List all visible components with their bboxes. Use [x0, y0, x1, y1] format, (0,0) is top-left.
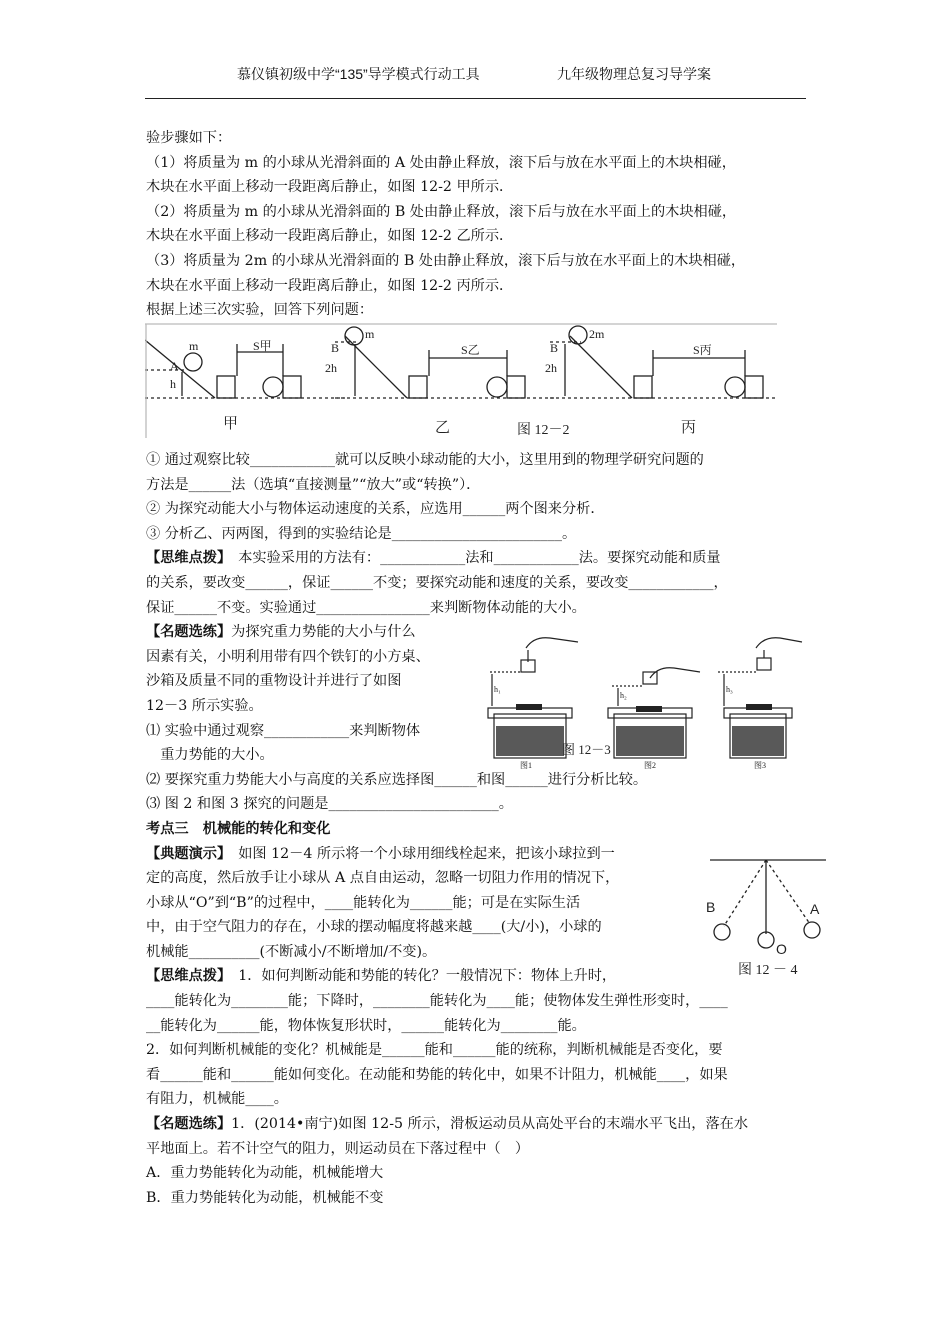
intro-line: 木块在水平面上移动一段距离后静止，如图 12-2 甲所示． — [146, 179, 514, 196]
option-b: B．重力势能转化为动能，机械能不变 — [146, 1189, 384, 1206]
header-subject: 九年级物理总复习导学案 — [557, 66, 711, 82]
thinking-label: 【思维点拨】 — [146, 550, 225, 567]
fig4-point-o: O — [776, 941, 787, 957]
intro-line: 验步骤如下： — [146, 130, 232, 146]
fig3-caption: 图 12－3 — [562, 742, 611, 757]
fig2-ball-label: m — [189, 339, 199, 353]
fig4-caption: 图 12 － 4 — [738, 963, 798, 978]
questions-block — [146, 448, 810, 1210]
figure-12-3 — [484, 626, 804, 772]
exercise-line: ⑵ 要探究重力势能大小与高度的关系应选择图______和图______进行分析比较。 — [146, 771, 648, 788]
header-school: 慕仪镇初级中学“135”导学模式行动工具 — [237, 66, 480, 82]
intro-line: 木块在水平面上移动一段距离后静止，如图 12-2 乙所示． — [146, 228, 514, 245]
exercise-line: ⑶ 图 2 和图 3 探究的问题是________________________。 — [146, 796, 513, 813]
exercise-label: 【名题选练】 — [146, 1116, 232, 1133]
fig3-height-label: h₂ — [620, 691, 627, 700]
question-line: 方法是______法（选填“直接测量”“放大”或“转换”）． — [146, 476, 481, 493]
exercise-text: 1．(2014•南宁)如图 12-5 所示，滑板运动员从高处平台的末端水平飞出，落在水 — [231, 1116, 749, 1133]
fig2-ball-label: m — [365, 327, 375, 341]
thinking-line: 看______能和______能如何变化。在动能和势能的转化中，如果不计阻力，机械能____，如果 — [146, 1066, 728, 1083]
fig2-distance-label: S甲 — [253, 339, 272, 353]
fig2-distance-label: S丙 — [693, 343, 712, 357]
fig3-panel-label: 图2 — [644, 761, 656, 770]
fig2-panel-name: 丙 — [681, 420, 697, 436]
thinking-label: 【思维点拨】 — [146, 968, 225, 985]
fig2-panel-name: 甲 — [223, 416, 239, 432]
intro-line: 根据上述三次实验，回答下列问题： — [146, 302, 374, 319]
fig2-ball-label: 2m — [589, 327, 605, 341]
demo-line: 中，由于空气阻力的存在，小球的摆动幅度将越来越____(大/小)，小球的 — [146, 919, 602, 936]
figure-12-4 — [706, 848, 830, 982]
thinking-line: 的关系，要改变______，保证______不变；要探究动能和速度的关系，要改变____________， — [146, 574, 728, 591]
fig2-height-label: 2h — [325, 361, 337, 375]
figure-12-2 — [145, 322, 777, 440]
fig3-panel-label: 图1 — [520, 761, 532, 770]
demo-label: 【典题演示】 — [146, 845, 225, 862]
thinking-line: __能转化为______能，物体恢复形状时，______能转化为________能。 — [146, 1017, 586, 1034]
thinking-line: 2．如何判断机械能的变化？机械能是______能和______能的统称，判断机械能是否变化，要 — [146, 1042, 723, 1059]
intro-line: 木块在水平面上移动一段距离后静止，如图 12-2 丙所示． — [146, 277, 514, 294]
exercise-text: 为探究重力势能的大小与什么 — [231, 624, 416, 641]
demo-line: 机械能__________(不断减小/不断增加/不变)。 — [146, 943, 437, 960]
exercise-line: 重力势能的大小。 — [146, 747, 274, 764]
exercise-line: 因素有关，小明利用带有四个铁钉的小方桌、 — [146, 648, 430, 665]
exercise-line: 12－3 所示实验。 — [146, 697, 263, 714]
fig2-point-label: A — [170, 359, 179, 373]
fig2-distance-label: S乙 — [461, 343, 480, 357]
thinking-line: 保证______不变。实验通过________________来判断物体动能的大小。 — [146, 599, 586, 616]
fig3-panel-label: 图3 — [754, 761, 766, 770]
fig2-panel-name: 乙 — [435, 420, 451, 436]
fig2-height-label: h — [170, 377, 176, 391]
exercise-line — [146, 1112, 810, 1137]
thinking-text: 本实验采用的方法有：____________法和____________法。要探究动能和质量 — [224, 550, 721, 567]
section-title: 考点三 机械能的转化和变化 — [146, 820, 331, 837]
demo-text: 如图 12－4 所示将一个小球用细线栓起来，把该小球拉到一 — [224, 845, 615, 862]
demo-line: 定的高度，然后放手让小球从 A 点自由运动，忽略一切阻力作用的情况下， — [146, 870, 620, 887]
exercise-label: 【名题选练】 — [146, 624, 232, 641]
demo-line: 小球从“O”到“B”的过程中，____能转化为______能；可是在实际生活 — [146, 894, 581, 911]
fig2-point-label: B — [550, 341, 559, 355]
exercise-line: 平地面上。若不计空气的阻力，则运动员在下落过程中（ ） — [146, 1140, 530, 1157]
fig3-height-label: h₁ — [494, 685, 501, 694]
fig4-point-a: A — [810, 901, 820, 917]
document-body — [146, 126, 810, 323]
intro-line: （3）将质量为 2m 的小球从光滑斜面的 B 处由静止释放，滚下后与放在水平面上的木块相碰， — [146, 252, 746, 269]
exercise-line: ⑴ 实验中通过观察____________来判断物体 — [146, 722, 421, 739]
header-divider — [145, 98, 806, 99]
fig3-height-label: h₃ — [726, 685, 733, 694]
intro-line: （1）将质量为 m 的小球从光滑斜面的 A 处由静止释放，滚下后与放在水平面上的木块相碰， — [146, 154, 736, 171]
question-line: ③ 分析乙、丙两图，得到的实验结论是________________________。 — [146, 525, 577, 542]
fig4-point-b: B — [706, 899, 716, 915]
option-a: A．重力势能转化为动能，机械能增大 — [146, 1165, 384, 1182]
fig2-height-label: 2h — [545, 361, 557, 375]
thinking-line — [146, 546, 810, 571]
question-line: ② 为探究动能大小与物体运动速度的关系，应选用______两个图来分析． — [146, 501, 605, 518]
fig2-point-label: B — [331, 341, 340, 355]
fig2-caption: 图 12－2 — [517, 423, 570, 438]
intro-line: （2）将质量为 m 的小球从光滑斜面的 B 处由静止释放，滚下后与放在水平面上的木块相碰， — [146, 203, 737, 220]
thinking-line: ____能转化为________能；下降时，________能转化为____能；使物体发生弹性形变时，____ — [146, 993, 728, 1010]
thinking-line: 有阻力，机械能____。 — [146, 1091, 288, 1108]
question-line: ① 通过观察比较____________就可以反映小球动能的大小，这里用到的物理学研究问题的 — [146, 452, 704, 468]
thinking-text: 1．如何判断动能和势能的转化？一般情况下：物体上升时， — [224, 968, 617, 985]
exercise-line: 沙箱及质量不同的重物设计并进行了如图 — [146, 673, 402, 690]
